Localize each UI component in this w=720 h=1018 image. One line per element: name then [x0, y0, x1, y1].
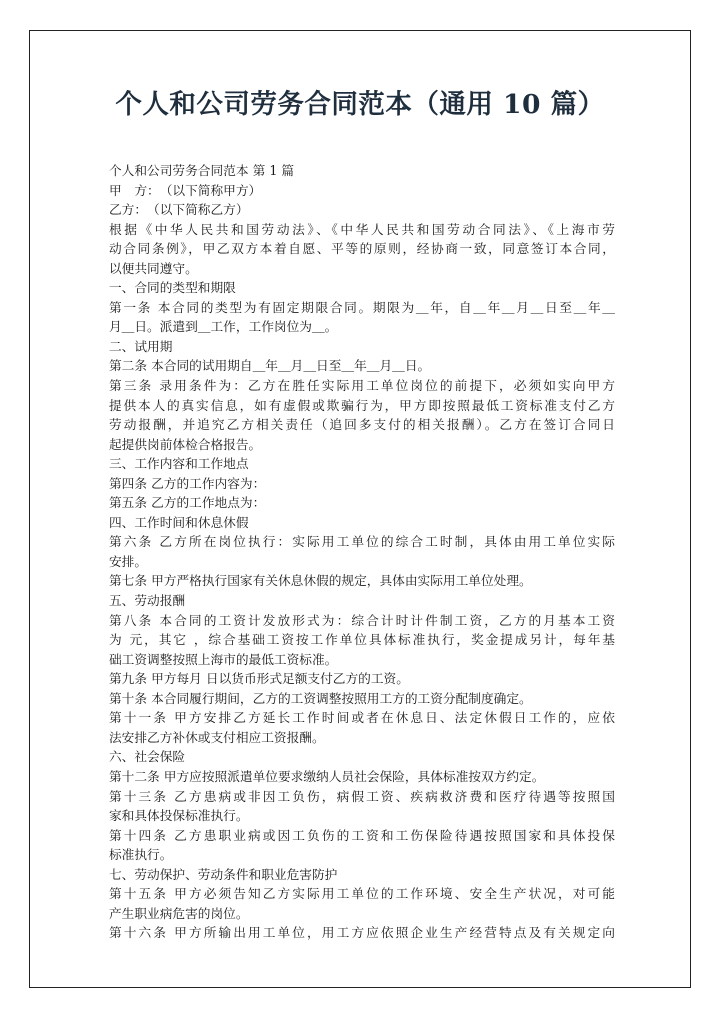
- clause-heading: 四、工作时间和休息休假: [109, 514, 249, 530]
- paragraph-line: 安排。: [109, 553, 148, 569]
- paragraph-line: 月＿日。派遣到＿工作，工作岗位为＿。: [109, 319, 338, 335]
- clause-heading: 五、劳动报酬: [109, 593, 186, 609]
- clause-heading: 一、合同的类型和期限: [109, 280, 236, 296]
- paragraph-line: 础工资调整按照上海市的最低工资标准。: [109, 651, 338, 667]
- paragraph-line: 以便共同遵守。: [109, 260, 198, 276]
- paragraph-line: 第二条 本合同的试用期自＿年＿月＿日至＿年＿月＿日。: [109, 358, 431, 374]
- section-heading: 个人和公司劳务合同范本 第 1 篇: [109, 163, 295, 178]
- paragraph-line: 第十一条 甲方安排乙方延长工作时间或者在休息日、法定休假日工作的，应依: [109, 710, 615, 726]
- paragraph-line: 第五条 乙方的工作地点为：: [109, 495, 266, 511]
- party-b-line: 乙方： （以下简称乙方）: [109, 202, 249, 218]
- paragraph-line: 第八条 本合同的工资计发放形式为：综合计时计件制工资，乙方的月基本工资: [109, 612, 615, 628]
- paragraph-line: 产生职业病危害的岗位。: [109, 905, 249, 921]
- clause-heading: 二、试用期: [109, 338, 173, 354]
- paragraph-line: 为 元，其它 ，综合基础工资按工作单位具体标准执行，奖金提成另计，每年基: [109, 632, 615, 648]
- paragraph-line: 劳动报酬，并追究乙方相关责任（追回多支付的相关报酬）。乙方在签订合同日: [109, 417, 615, 433]
- paragraph-line: 动合同条例》，甲乙双方本着自愿、平等的原则，经协商一致，同意签订本合同，: [109, 241, 615, 257]
- paragraph-line: 起提供岗前体检合格报告。: [109, 436, 262, 452]
- clause-heading: 七、劳动保护、劳动条件和职业危害防护: [109, 866, 338, 882]
- paragraph-line: 第十五条 甲方必须告知乙方实际用工单位的工作环境、安全生产状况，对可能: [109, 886, 615, 902]
- paragraph-line: 第一条 本合同的类型为有固定期限合同。期限为＿年，自＿年＿月＿日至＿年＿: [109, 299, 615, 315]
- paragraph-line: 第三条 录用条件为：乙方在胜任实际用工单位岗位的前提下，必须如实向甲方: [109, 378, 615, 394]
- paragraph-line: 第四条 乙方的工作内容为：: [109, 475, 266, 491]
- party-a-line: 甲 方： （以下简称甲方）: [109, 182, 262, 198]
- paragraph-line: 第十四条 乙方患职业病或因工负伤的工资和工伤保险待遇按照国家和具体投保: [109, 827, 615, 843]
- clause-heading: 六、社会保险: [109, 749, 186, 765]
- document-body: [109, 161, 615, 943]
- paragraph-line: 第六条 乙方所在岗位执行：实际用工单位的综合工时制，具体由用工单位实际: [109, 534, 615, 550]
- paragraph-line: 家和具体投保标准执行。: [109, 808, 249, 824]
- clause-heading: 三、工作内容和工作地点: [109, 456, 249, 472]
- paragraph-line: 第十条 本合同履行期间，乙方的工资调整按照用工方的工资分配制度确定。: [109, 690, 532, 706]
- paragraph-line: 第七条 甲方严格执行国家有关休息休假的规定，具体由实际用工单位处理。: [109, 573, 532, 589]
- paragraph-line: 第九条 甲方每月 日以货币形式足额支付乙方的工资。: [109, 671, 409, 687]
- paragraph-line: 标准执行。: [109, 847, 173, 863]
- paragraph-line: 根据《中华人民共和国劳动法》、《中华人民共和国劳动合同法》、《上海市劳: [109, 221, 615, 237]
- paragraph-line: 法安排乙方补休或支付相应工资报酬。: [109, 729, 325, 745]
- paragraph-line: 第十二条 甲方应按照派遣单位要求缴纳人员社会保险，具体标准按双方约定。: [109, 768, 545, 784]
- document-title: 个人和公司劳务合同范本（通用 10 篇）: [115, 89, 605, 120]
- paragraph-line: 第十六条 甲方所输出用工单位，用工方应依照企业生产经营特点及有关规定向: [109, 925, 615, 941]
- paragraph-line: 第十三条 乙方患病或非因工负伤，病假工资、疾病救济费和医疗待遇等按照国: [109, 788, 615, 804]
- paragraph-line: 提供本人的真实信息，如有虚假或欺骗行为，甲方即按照最低工资标准支付乙方: [109, 397, 615, 413]
